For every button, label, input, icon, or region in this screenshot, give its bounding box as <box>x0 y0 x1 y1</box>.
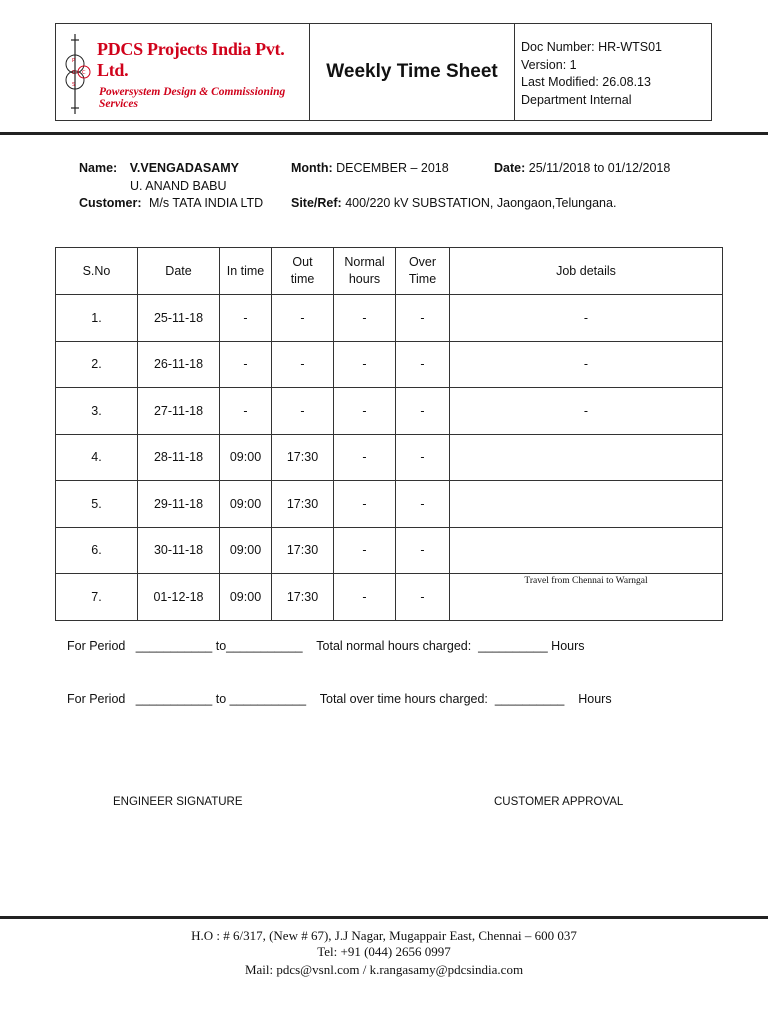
cell-date: 29-11-18 <box>138 481 220 528</box>
cell-in-time: 09:00 <box>220 481 272 528</box>
month-label: Month: <box>291 161 333 175</box>
logo-letter: P <box>72 58 76 64</box>
cell-out-time: 17:30 <box>272 434 334 481</box>
cell-over-time: - <box>396 434 450 481</box>
col-header-sno: S.No <box>56 248 138 295</box>
cell-sno: 1. <box>56 295 138 342</box>
name-field <box>79 161 239 175</box>
cell-out-time: - <box>272 341 334 388</box>
customer-label: Customer: <box>79 196 142 210</box>
document-meta <box>515 24 711 120</box>
table-row <box>56 388 723 435</box>
col-header-normal-hours <box>334 248 396 295</box>
cell-date: 27-11-18 <box>138 388 220 435</box>
table-header-row <box>56 248 723 295</box>
name-value-2: U. ANAND BABU <box>130 179 227 193</box>
name-label: Name: <box>79 161 118 175</box>
overtime-hours-summary: For Period ___________ to ___________ Total over time hours charged: __________ Hours <box>67 692 612 706</box>
name-value-1: V.VENGADASAMY <box>129 161 239 175</box>
col-header-out-time <box>272 248 334 295</box>
col-header-date: Date <box>138 248 220 295</box>
table-row <box>56 434 723 481</box>
cell-normal-hours: - <box>334 527 396 574</box>
cell-normal-hours: - <box>334 388 396 435</box>
footer-tel: Tel: +91 (044) 2656 0997 <box>317 944 451 959</box>
cell-date: 25-11-18 <box>138 295 220 342</box>
table-row <box>56 481 723 528</box>
cell-over-time: - <box>396 388 450 435</box>
cell-in-time: - <box>220 388 272 435</box>
cell-normal-hours: - <box>334 481 396 528</box>
table-row <box>56 574 723 621</box>
cell-normal-hours: - <box>334 341 396 388</box>
month-field <box>291 161 449 175</box>
cell-sno: 4. <box>56 434 138 481</box>
table-row <box>56 527 723 574</box>
customer-approval-label: CUSTOMER APPROVAL <box>494 796 624 808</box>
engineer-signature-label: ENGINEER SIGNATURE <box>113 796 243 808</box>
cell-out-time: - <box>272 388 334 435</box>
doc-number: Doc Number: HR-WTS01 <box>521 40 662 54</box>
table-row <box>56 295 723 342</box>
col-header-over-line1: Over <box>408 255 437 269</box>
cell-out-time: 17:30 <box>272 527 334 574</box>
job-details-value: - <box>583 310 589 325</box>
cell-in-time: 09:00 <box>220 434 272 481</box>
date-field <box>494 161 670 175</box>
cell-sno: 5. <box>56 481 138 528</box>
col-header-normal-line1: Normal <box>344 255 385 269</box>
job-details-note: Travel from Chennai to Warngal <box>524 576 648 586</box>
site-field <box>291 196 616 210</box>
cell-normal-hours: - <box>334 574 396 621</box>
col-header-out-time-line1: Out <box>292 255 313 269</box>
cell-job-details <box>450 341 723 388</box>
cell-in-time: - <box>220 295 272 342</box>
cell-job-details <box>450 295 723 342</box>
job-details-value: - <box>583 403 589 418</box>
col-header-in-time: In time <box>220 248 272 295</box>
company-name: PDCS Projects India Pvt. Ltd. <box>97 39 285 80</box>
col-header-job-details: Job details <box>450 248 723 295</box>
cell-out-time: 17:30 <box>272 481 334 528</box>
cell-over-time: - <box>396 574 450 621</box>
logo-letter: D <box>72 70 76 76</box>
logo-letter: C <box>82 70 86 76</box>
col-header-out-time-line2: time <box>290 272 315 286</box>
cell-job-details <box>450 527 723 574</box>
logo-letter: S <box>72 82 76 88</box>
footer-mail: Mail: pdcs@vsnl.com / k.rangasamy@pdcsindia.com <box>244 962 524 977</box>
cell-normal-hours: - <box>334 434 396 481</box>
cell-normal-hours: - <box>334 295 396 342</box>
cell-date: 01-12-18 <box>138 574 220 621</box>
site-value: 400/220 kV SUBSTATION, Jaongaon,Telungana. <box>345 196 617 210</box>
doc-last-modified: Last Modified: 26.08.13 <box>521 75 651 89</box>
footer-address: H.O : # 6/317, (New # 67), J.J Nagar, Mugappair East, Chennai – 600 037 <box>191 928 577 943</box>
title-cell <box>310 24 515 120</box>
table-row <box>56 341 723 388</box>
doc-department: Department Internal <box>521 92 632 107</box>
header-rule <box>0 132 768 135</box>
company-tagline: Powersystem Design & Commissioning Services <box>99 86 286 110</box>
date-label: Date: <box>494 161 526 175</box>
cell-in-time: 09:00 <box>220 574 272 621</box>
cell-over-time: - <box>396 295 450 342</box>
doc-version: Version: 1 <box>521 57 577 72</box>
col-header-normal-line2: hours <box>348 272 381 286</box>
cell-sno: 6. <box>56 527 138 574</box>
cell-sno: 2. <box>56 341 138 388</box>
logo-cell <box>56 24 310 120</box>
site-label: Site/Ref: <box>291 196 342 210</box>
cell-in-time: 09:00 <box>220 527 272 574</box>
cell-job-details <box>450 481 723 528</box>
cell-in-time: - <box>220 341 272 388</box>
col-header-over-time <box>396 248 450 295</box>
cell-sno: 7. <box>56 574 138 621</box>
cell-job-details <box>450 388 723 435</box>
cell-sno: 3. <box>56 388 138 435</box>
date-value: 25/11/2018 to 01/12/2018 <box>528 161 671 175</box>
cell-date: 26-11-18 <box>138 341 220 388</box>
cell-job-details <box>450 574 723 621</box>
document-header <box>55 23 712 121</box>
company-logo <box>63 34 95 114</box>
cell-date: 30-11-18 <box>138 527 220 574</box>
cell-out-time: 17:30 <box>272 574 334 621</box>
timesheet-table <box>55 247 723 621</box>
footer-rule <box>0 916 768 919</box>
cell-date: 28-11-18 <box>138 434 220 481</box>
document-title: Weekly Time Sheet <box>326 61 498 82</box>
job-details-value: - <box>583 357 589 372</box>
cell-over-time: - <box>396 481 450 528</box>
normal-hours-summary: For Period ___________ to___________ Total normal hours charged: __________ Hours <box>67 639 585 653</box>
cell-job-details <box>450 434 723 481</box>
customer-field <box>79 196 263 210</box>
cell-over-time: - <box>396 341 450 388</box>
cell-over-time: - <box>396 527 450 574</box>
month-value: DECEMBER – 2018 <box>336 161 449 175</box>
cell-out-time: - <box>272 295 334 342</box>
col-header-over-line2: Time <box>408 272 437 286</box>
customer-value: M/s TATA INDIA LTD <box>149 196 264 210</box>
